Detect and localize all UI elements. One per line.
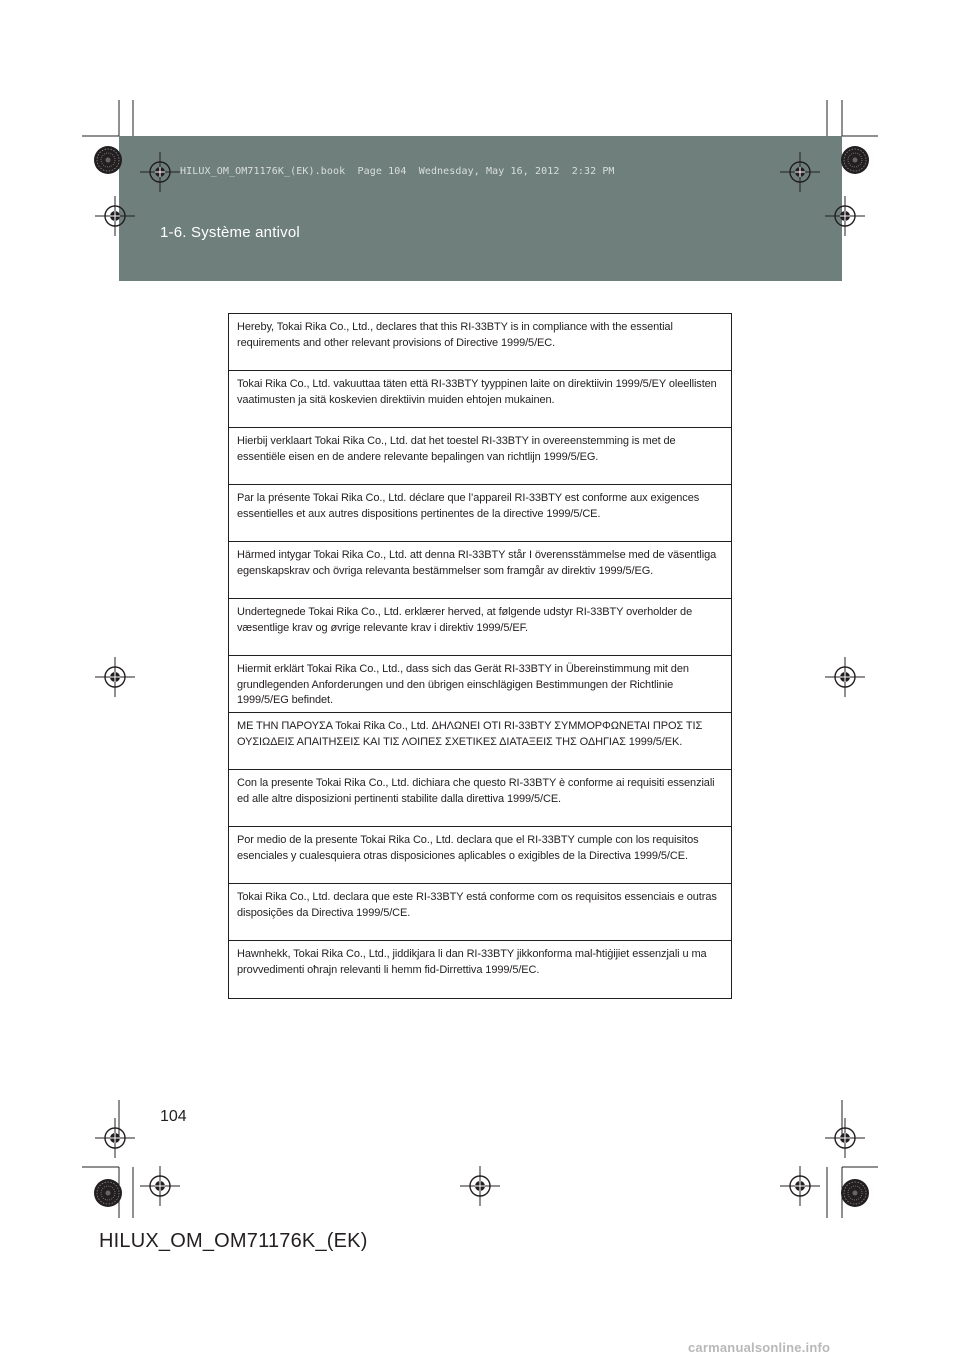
document-code: HILUX_OM_OM71176K_(EK)	[99, 1230, 368, 1252]
declaration-swedish: Härmed intygar Tokai Rika Co., Ltd. att denna RI-33BTY står I överensstämmelse med de väsentliga egenskapskrav och övriga relevanta bestämmelser som framgår av direktiv 1999/5/EG.	[229, 542, 731, 599]
declaration-dutch: Hierbij verklaart Tokai Rika Co., Ltd. dat het toestel RI-33BTY in overeenstemming is met de essentiële eisen en de andere relevante bepalingen van richtlijn 1999/5/EG.	[229, 428, 731, 485]
star-target-icon	[94, 1179, 122, 1207]
declaration-finnish: Tokai Rika Co., Ltd. vakuuttaa täten että RI-33BTY tyyppinen laite on direktiivin 1999/5/EY oleellisten vaatimusten ja sitä koskevien direktiivin muiden ehtojen mukainen.	[229, 371, 731, 428]
declaration-french: Par la présente Tokai Rika Co., Ltd. déclare que l’appareil RI-33BTY est conforme aux exigences essentielles et aux autres dispositions pertinentes de la directive 1999/5/CE.	[229, 485, 731, 542]
declaration-italian: Con la presente Tokai Rika Co., Ltd. dichiara che questo RI-33BTY è conforme ai requisiti essenziali ed alle altre disposizioni pertinenti stabilite dalla direttiva 1999/5/CE.	[229, 770, 731, 827]
print-stamp: HILUX_OM_OM71176K_(EK).book Page 104 Wednesday, May 16, 2012 2:32 PM	[180, 166, 615, 177]
declaration-table	[228, 313, 732, 999]
page-number: 104	[160, 1108, 187, 1125]
declaration-danish: Undertegnede Tokai Rika Co., Ltd. erklærer herved, at følgende udstyr RI-33BTY overholder de væsentlige krav og øvrige relevante krav i direktiv 1999/5/EF.	[229, 599, 731, 656]
star-target-icon	[841, 146, 869, 174]
declaration-portuguese: Tokai Rika Co., Ltd. declara que este RI-33BTY está conforme com os requisitos essenciais e outras disposições da Directiva 1999/5/CE.	[229, 884, 731, 941]
watermark: carmanualsonline.info	[688, 1340, 831, 1355]
declaration-german: Hiermit erklärt Tokai Rika Co., Ltd., dass sich das Gerät RI-33BTY in Übereinstimmung mit den grundlegenden Anforderungen und den übrigen einschlägigen Bestimmungen der Richtlinie 1999/5/EG befindet.	[229, 656, 731, 713]
declaration-maltese: Hawnhekk, Tokai Rika Co., Ltd., jiddikjara li dan RI-33BTY jikkonforma mal-ħtiġijiet essenzjali u ma provvedimenti oħrajn relevanti li hemm fid-Dirrettiva 1999/5/EC.	[237, 948, 707, 976]
star-target-icon	[841, 1179, 869, 1207]
declaration-greek: ΜΕ ΤΗΝ ΠΑΡΟΥΣΑ Tokai Rika Co., Ltd. ΔΗΛΩΝΕΙ ΟΤΙ RI-33BTY ΣΥΜΜΟΡΦΩΝΕΤΑΙ ΠΡΟΣ ΤΙΣ ΟΥΣΙΩΔΕΙΣ ΑΠΑΙΤΗΣΕΙΣ ΚΑΙ ΤΙΣ ΛΟΙΠΕΣ ΣΧΕΤΙΚΕΣ ΔΙΑΤΑΞΕΙΣ ΤΗΣ ΟΔΗΓΙΑΣ 1999/5/ΕΚ.	[229, 713, 731, 770]
declaration-spanish: Por medio de la presente Tokai Rika Co., Ltd. declara que el RI-33BTY cumple con los requisitos esenciales y cualesquiera otras disposiciones aplicables o exigibles de la Directiva 1999/5/CE.	[229, 827, 731, 884]
declaration-english: Hereby, Tokai Rika Co., Ltd., declares that this RI-33BTY is in compliance with the essential requirements and other relevant provisions of Directive 1999/5/EC.	[229, 314, 731, 371]
section-title: 1-6. Système antivol	[160, 224, 300, 241]
star-target-icon	[94, 146, 122, 174]
